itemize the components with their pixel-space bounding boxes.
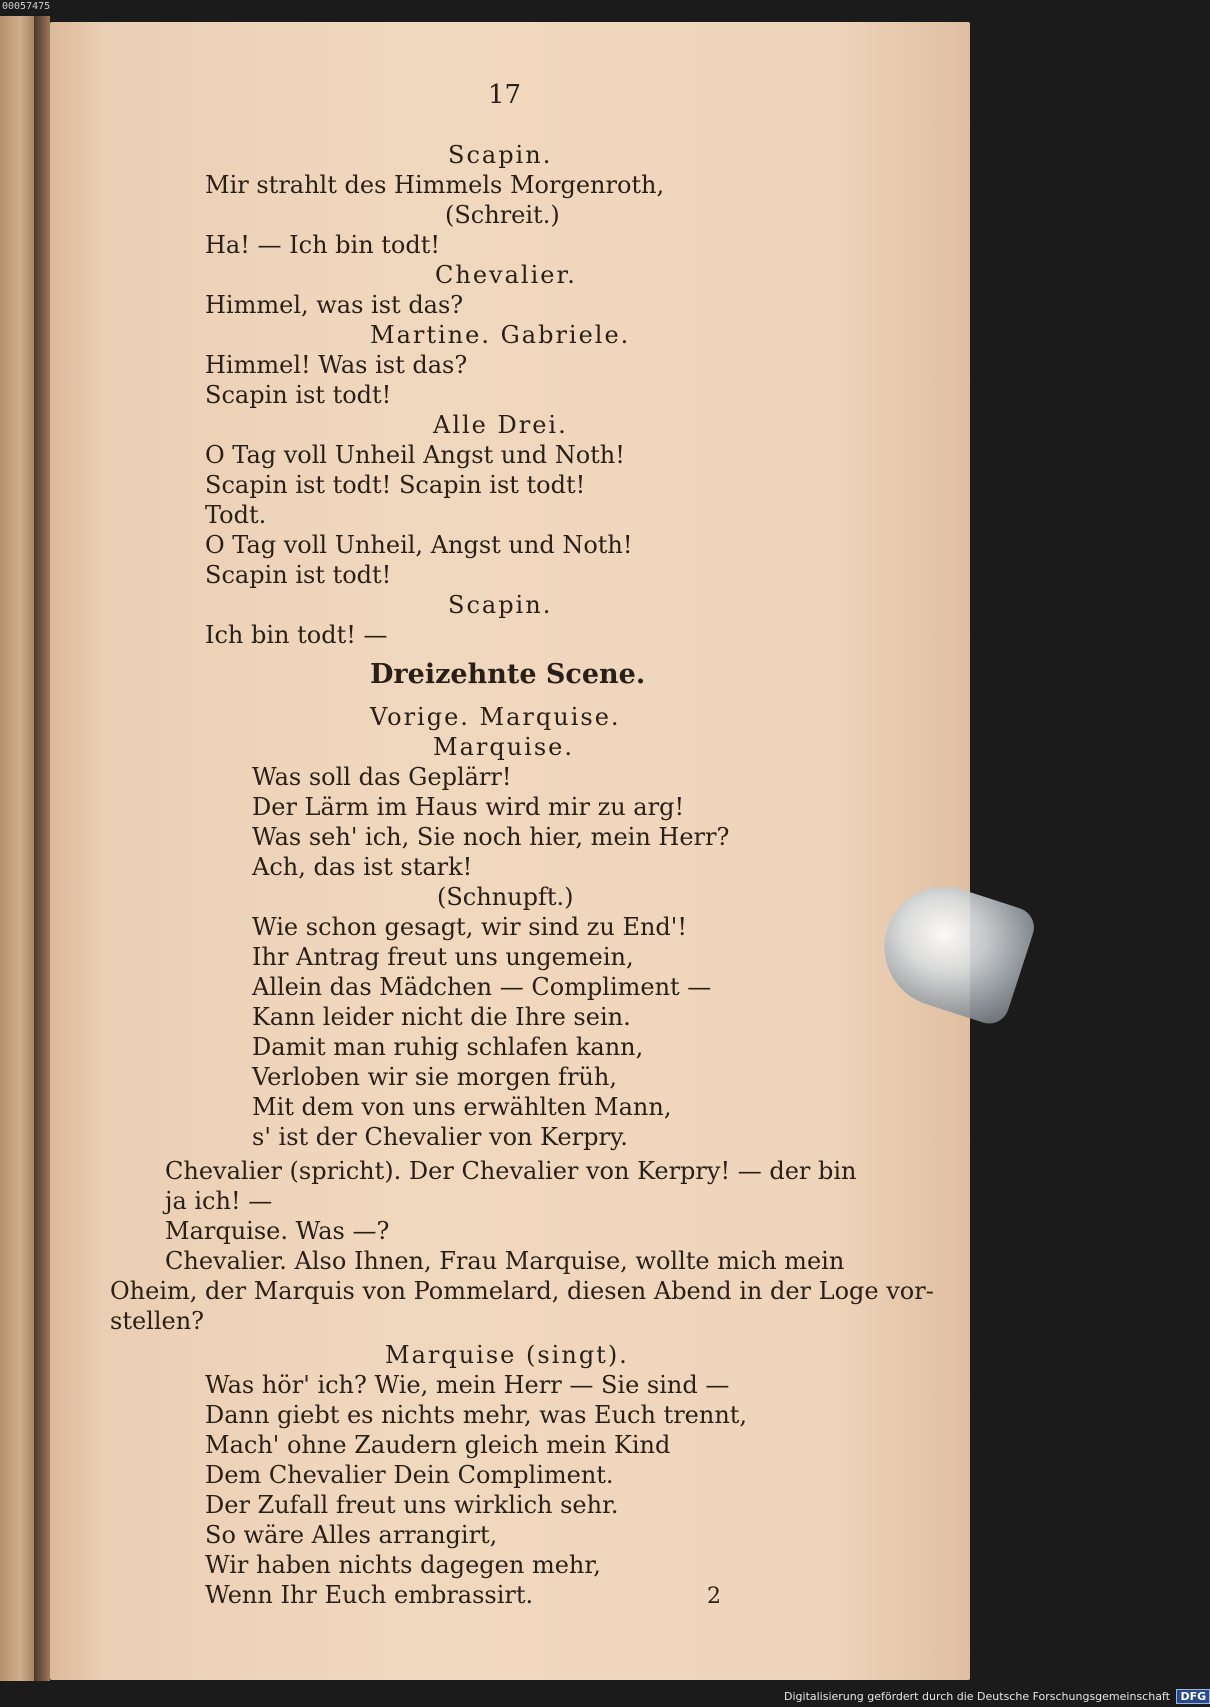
- verse-line: Kann leider nicht die Ihre sein.: [252, 1003, 631, 1031]
- stage-direction: (Schreit.): [445, 201, 560, 229]
- verse-line: Damit man ruhig schlafen kann,: [252, 1033, 644, 1061]
- prose-line: Oheim, der Marquis von Pommelard, diesen Abend in der Loge vor-: [110, 1277, 934, 1305]
- verse-line: Ha! — Ich bin todt!: [205, 231, 441, 259]
- verse-line: Wie schon gesagt, wir sind zu End'!: [252, 913, 688, 941]
- verse-line: Himmel! Was ist das?: [205, 351, 468, 379]
- speaker-name: Marquise.: [433, 733, 574, 761]
- catalog-stamp: 00057475: [2, 1, 51, 12]
- verse-line: Was seh' ich, Sie noch hier, mein Herr?: [252, 823, 730, 851]
- verse-line: Was soll das Geplärr!: [252, 763, 512, 791]
- prose-line: Marquise. Was —?: [165, 1217, 390, 1245]
- prose-line: Chevalier (spricht). Der Chevalier von Kerpry! — der bin: [165, 1157, 857, 1185]
- verse-line: Wenn Ihr Euch embrassirt.: [205, 1581, 534, 1609]
- speaker-name: Scapin.: [448, 591, 553, 619]
- dfg-logo-icon: DFG: [1176, 1689, 1210, 1704]
- verse-line: O Tag voll Unheil, Angst und Noth!: [205, 531, 633, 559]
- speaker-name: Martine. Gabriele.: [370, 321, 631, 349]
- verse-line: Himmel, was ist das?: [205, 291, 464, 319]
- signature-mark: 2: [707, 1584, 721, 1609]
- verse-line: Mach' ohne Zaudern gleich mein Kind: [205, 1431, 671, 1459]
- verse-line: Wir haben nichts dagegen mehr,: [205, 1551, 601, 1579]
- verse-line: Scapin ist todt!: [205, 381, 392, 409]
- verse-line: Ihr Antrag freut uns ungemein,: [252, 943, 634, 971]
- verse-line: Dem Chevalier Dein Compliment.: [205, 1461, 614, 1489]
- funding-footer-text: Digitalisierung gefördert durch die Deutsche Forschungsgemeinschaft: [784, 1690, 1170, 1703]
- verse-line: Verloben wir sie morgen früh,: [252, 1063, 617, 1091]
- prose-line: ja ich! —: [165, 1187, 273, 1215]
- verse-line: So wäre Alles arrangirt,: [205, 1521, 498, 1549]
- verse-line: Mir strahlt des Himmels Morgenroth,: [205, 171, 665, 199]
- speaker-name: Alle Drei.: [433, 411, 568, 439]
- verse-line: s' ist der Chevalier von Kerpry.: [252, 1123, 628, 1151]
- scene-heading: Dreizehnte Scene.: [370, 659, 646, 690]
- verse-line: Dann giebt es nichts mehr, was Euch trennt,: [205, 1401, 748, 1429]
- verse-line: Scapin ist todt!: [205, 561, 392, 589]
- stage-direction: (Schnupft.): [437, 883, 574, 911]
- funding-footer: [784, 1689, 1210, 1704]
- verse-line: Was hör' ich? Wie, mein Herr — Sie sind —: [205, 1371, 730, 1399]
- verse-line: Allein das Mädchen — Compliment —: [252, 973, 712, 1001]
- speaker-name: Scapin.: [448, 141, 553, 169]
- verse-line: Mit dem von uns erwählten Mann,: [252, 1093, 672, 1121]
- prose-line: Chevalier. Also Ihnen, Frau Marquise, wollte mich mein: [165, 1247, 845, 1275]
- cast-line: Vorige. Marquise.: [370, 703, 621, 731]
- verse-line: Der Zufall freut uns wirklich sehr.: [205, 1491, 619, 1519]
- verse-line: O Tag voll Unheil Angst und Noth!: [205, 441, 625, 469]
- verse-line: Todt.: [205, 501, 267, 529]
- verse-line: Scapin ist todt! Scapin ist todt!: [205, 471, 586, 499]
- prose-line: stellen?: [110, 1307, 205, 1335]
- verse-line: Der Lärm im Haus wird mir zu arg!: [252, 793, 685, 821]
- verse-line: Ach, das ist stark!: [252, 853, 473, 881]
- speaker-name: Chevalier.: [435, 261, 577, 289]
- page-number: 17: [488, 80, 522, 110]
- verse-line: Ich bin todt! —: [205, 621, 388, 649]
- speaker-name: Marquise (singt).: [385, 1341, 629, 1369]
